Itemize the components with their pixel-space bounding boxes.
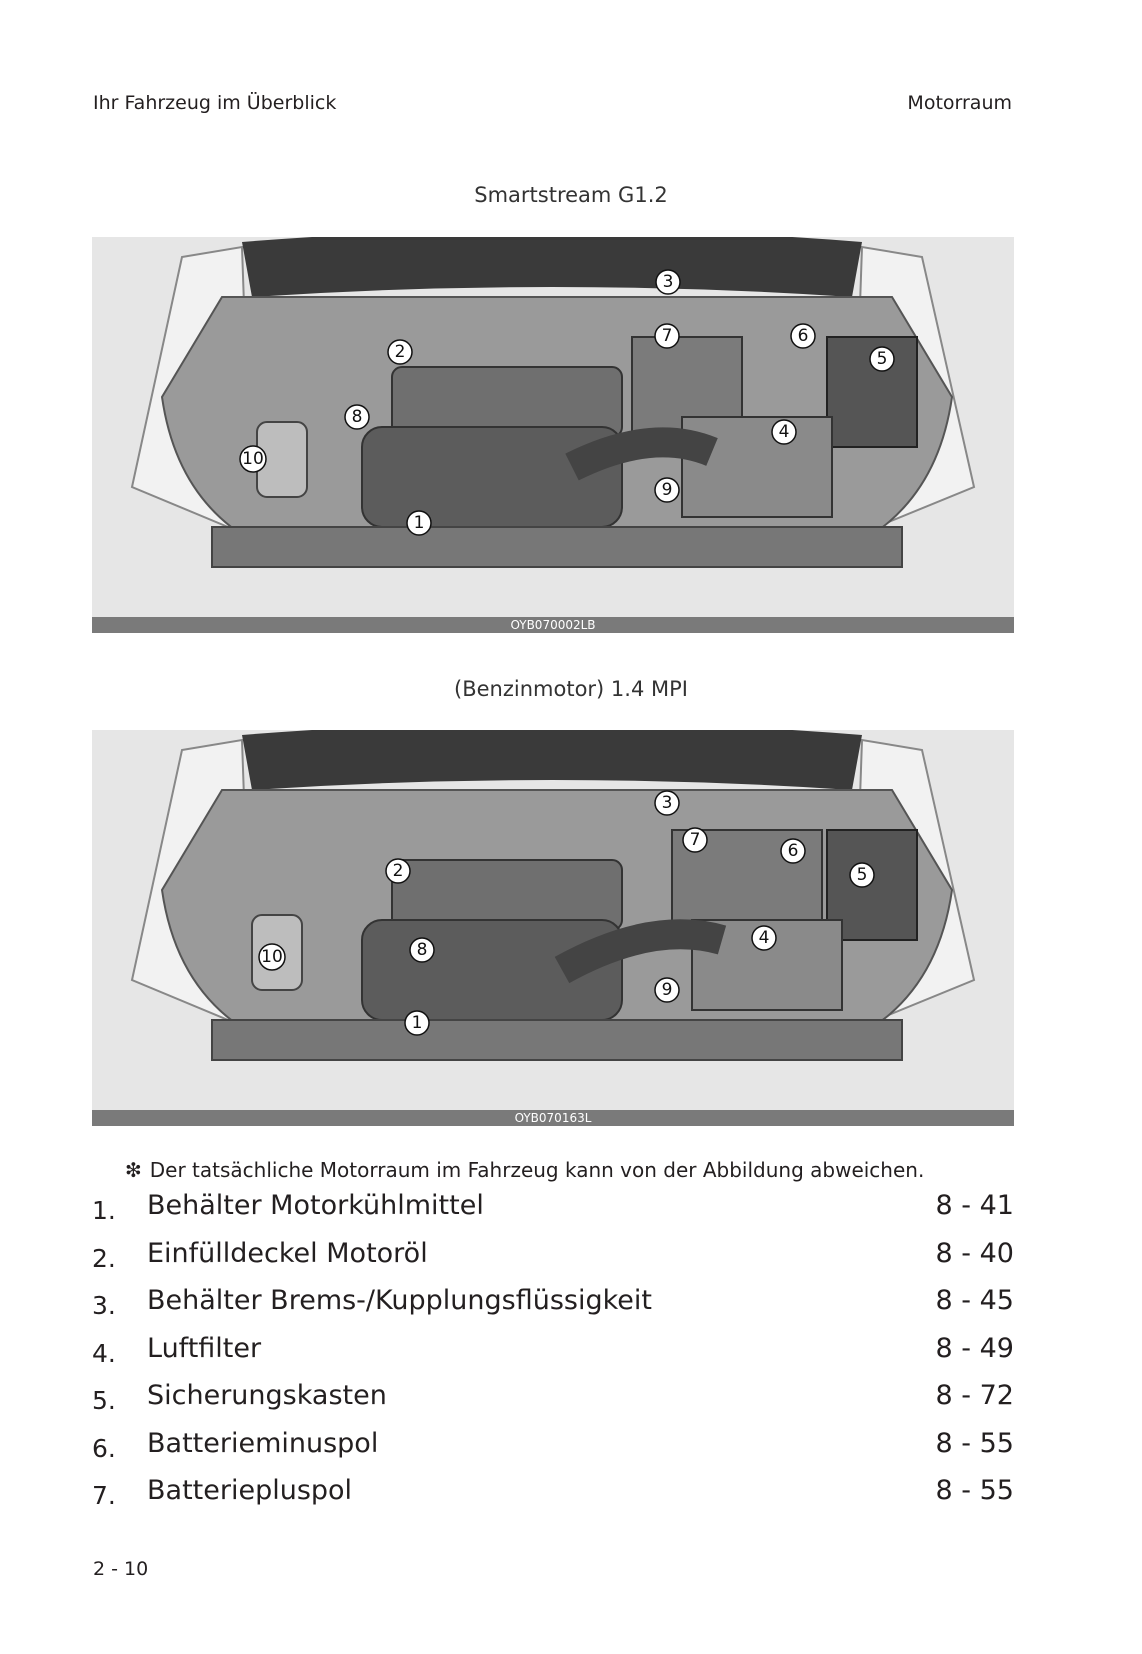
callout-6 bbox=[781, 839, 805, 863]
item-label: Einfülldeckel Motoröl bbox=[147, 1237, 428, 1269]
svg-text:7: 7 bbox=[661, 326, 673, 346]
callout-7 bbox=[655, 324, 679, 348]
svg-text:9: 9 bbox=[661, 480, 673, 500]
item-label: Behälter Brems-/Kupplungsflüssigkeit bbox=[147, 1285, 652, 1316]
item-number: 7. bbox=[92, 1481, 116, 1510]
list-item bbox=[92, 1234, 1014, 1282]
item-number: 2. bbox=[92, 1243, 116, 1273]
callout-3 bbox=[655, 791, 679, 815]
svg-text:5: 5 bbox=[856, 865, 868, 885]
figure-caption-1: Smartstream G1.2 bbox=[474, 183, 668, 207]
item-number: 4. bbox=[92, 1338, 116, 1368]
page-number: 2 - 10 bbox=[93, 1558, 149, 1580]
callout-8 bbox=[410, 938, 434, 962]
callout-4 bbox=[772, 420, 796, 444]
callout-6 bbox=[791, 324, 815, 348]
engine-bay-illustration-2 bbox=[92, 730, 1014, 1126]
callout-4 bbox=[752, 926, 776, 950]
figure-caption-2: (Benzinmotor) 1.4 MPI bbox=[454, 677, 688, 701]
svg-text:3: 3 bbox=[661, 793, 673, 813]
svg-text:8: 8 bbox=[416, 940, 428, 960]
list-item bbox=[92, 1281, 1014, 1329]
list-item bbox=[92, 1376, 1014, 1424]
callout-1 bbox=[407, 511, 431, 535]
image-code-2: OYB070163L bbox=[92, 1110, 1014, 1126]
svg-text:6: 6 bbox=[797, 326, 809, 346]
svg-text:5: 5 bbox=[876, 349, 888, 369]
svg-text:9: 9 bbox=[661, 980, 673, 1000]
callout-5 bbox=[870, 347, 894, 371]
list-item bbox=[92, 1186, 1014, 1234]
running-header-topic: Motorraum bbox=[907, 92, 1012, 114]
callout-9 bbox=[655, 978, 679, 1002]
callout-2 bbox=[388, 340, 412, 364]
svg-text:7: 7 bbox=[689, 830, 701, 850]
svg-text:10: 10 bbox=[242, 449, 264, 469]
item-page-ref: 8 - 41 bbox=[935, 1190, 1014, 1221]
item-label: Batteriepluspol bbox=[147, 1475, 353, 1506]
item-number: 6. bbox=[92, 1433, 116, 1463]
svg-text:2: 2 bbox=[394, 342, 406, 362]
item-page-ref: 8 - 45 bbox=[935, 1285, 1014, 1316]
component-list bbox=[92, 1186, 1014, 1519]
item-label: Batterieminuspol bbox=[147, 1427, 379, 1459]
item-number: 3. bbox=[92, 1291, 116, 1320]
callout-9 bbox=[655, 478, 679, 502]
svg-text:10: 10 bbox=[261, 947, 283, 967]
item-number: 5. bbox=[92, 1386, 116, 1415]
item-label: Behälter Motorkühlmittel bbox=[147, 1190, 484, 1221]
image-code-1: OYB070002LB bbox=[92, 617, 1014, 633]
callout-8 bbox=[345, 405, 369, 429]
callout-7 bbox=[683, 828, 707, 852]
item-label: Luftfilter bbox=[147, 1332, 262, 1364]
callout-2 bbox=[386, 859, 410, 883]
note-symbol: ❇ bbox=[125, 1158, 142, 1182]
item-number: 1. bbox=[92, 1196, 116, 1225]
item-page-ref: 8 - 40 bbox=[935, 1237, 1014, 1269]
svg-text:1: 1 bbox=[411, 1013, 423, 1033]
engine-bay-drawing-1 bbox=[92, 237, 1014, 617]
callout-1 bbox=[405, 1011, 429, 1035]
item-label: Sicherungskasten bbox=[147, 1380, 387, 1411]
item-page-ref: 8 - 55 bbox=[935, 1475, 1014, 1506]
list-item bbox=[92, 1329, 1014, 1377]
callout-3 bbox=[656, 270, 680, 294]
callout-10 bbox=[259, 944, 285, 970]
svg-text:6: 6 bbox=[787, 841, 799, 861]
svg-text:2: 2 bbox=[392, 861, 404, 881]
engine-bay-illustration-1 bbox=[92, 237, 1014, 633]
item-page-ref: 8 - 72 bbox=[935, 1380, 1014, 1411]
item-page-ref: 8 - 55 bbox=[935, 1427, 1014, 1459]
callout-10 bbox=[240, 446, 266, 472]
running-header-section: Ihr Fahrzeug im Überblick bbox=[93, 92, 337, 114]
svg-text:4: 4 bbox=[758, 928, 770, 948]
disclaimer-note bbox=[125, 1158, 924, 1182]
engine-bay-drawing-2 bbox=[92, 730, 1014, 1110]
list-item bbox=[92, 1424, 1014, 1472]
svg-text:4: 4 bbox=[778, 422, 790, 442]
svg-text:8: 8 bbox=[351, 407, 363, 427]
list-item bbox=[92, 1471, 1014, 1519]
callout-5 bbox=[850, 863, 874, 887]
svg-text:3: 3 bbox=[662, 272, 674, 292]
item-page-ref: 8 - 49 bbox=[935, 1332, 1014, 1364]
note-text: Der tatsächliche Motorraum im Fahrzeug kann von der Abbildung abweichen. bbox=[149, 1158, 925, 1182]
svg-text:1: 1 bbox=[413, 513, 425, 533]
